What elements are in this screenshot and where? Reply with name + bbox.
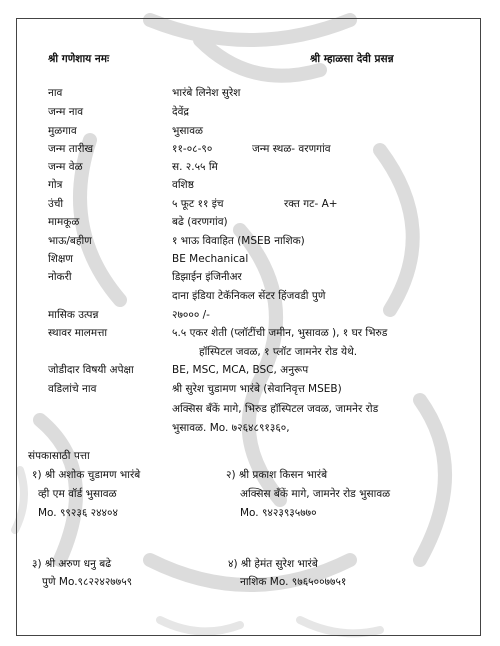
- label-maternal-family: मामकूळ: [48, 216, 80, 228]
- value-name: भारंबे लिनेश सुरेश: [172, 87, 241, 99]
- label-birth-time: जन्म वेळ: [48, 161, 83, 173]
- label-birth-name: जन्म नाव: [48, 106, 84, 118]
- header-right-invocation: श्री म्हाळसा देवी प्रसन्न: [310, 53, 394, 65]
- contact-2-phone: Mo. ९४२३९३५७७०: [240, 507, 317, 519]
- contact-4-name: ४) श्री हेमंत सुरेश भारंबे: [228, 558, 318, 570]
- value-blood-group: रक्त गट- A+: [284, 198, 338, 210]
- value-birth-date: ११-०८-९०: [172, 143, 213, 155]
- label-education: शिक्षण: [48, 253, 73, 265]
- label-property: स्थावर मालमत्ता: [48, 327, 108, 339]
- label-native-place: मुळगाव: [48, 125, 77, 137]
- value-maternal-family: बढे (वरणगांव): [172, 216, 228, 228]
- label-birth-date: जन्म तारीख: [48, 143, 94, 155]
- value-height: ५ फूट ११ इंच: [172, 198, 224, 210]
- value-property-line1: ५.५ एकर शेती (प्लॉटींची जमीन, भुसावळ ), १ घर भिरुड: [172, 327, 388, 339]
- contact-1-address: व्ही एम वॉर्ड भुसावळ: [38, 488, 117, 500]
- value-monthly-income: २७००० /-: [172, 309, 210, 321]
- contact-3-name: ३) श्री अरुण धनु बढे: [32, 558, 112, 570]
- value-birth-time: स. २.५५ मि: [172, 161, 218, 173]
- value-birth-place: जन्म स्थळ- वरणगांव: [252, 143, 331, 155]
- header-left-invocation: श्री गणेशाय नमः: [48, 53, 110, 65]
- contact-4-phone: नाशिक Mo. ९७६५००७७५१: [240, 576, 347, 588]
- label-partner-expectation: जोडीदार विषयी अपेक्षा: [48, 364, 134, 376]
- label-gotra: गोत्र: [48, 179, 63, 191]
- value-siblings: १ भाऊ विवाहित (MSEB नाशिक): [172, 235, 305, 247]
- value-property-line2: हॉस्पिटल जवळ, १ प्लॉट जामनेर रोड येथे.: [199, 346, 358, 358]
- label-father-name: वडिलांचे नाव: [48, 383, 97, 395]
- label-name: नाव: [48, 87, 63, 99]
- contact-1-phone: Mo. ९९२३६ २४४०४: [38, 507, 118, 519]
- label-job: नोकरी: [48, 271, 72, 283]
- value-gotra: वशिष्ठ: [172, 179, 194, 191]
- value-father-address-line2: भुसावळ. Mo. ७२६४८९१३६०,: [172, 422, 290, 434]
- value-native-place: भुसावळ: [172, 125, 204, 137]
- contact-2-name: २) श्री प्रकाश किसन भारंबे: [226, 469, 328, 481]
- label-height: उंची: [48, 198, 64, 210]
- value-education: BE Mechanical: [172, 253, 249, 265]
- contact-2-address: अक्सिस बँकें मागे, जामनेर रोड भुसावळ: [240, 488, 391, 500]
- value-father-address-line1: अक्सिस बँकें मागे, भिरुड हॉस्पिटल जवळ, जामनेर रोड: [172, 403, 379, 415]
- contact-1-name: १) श्री अशोक चुडामण भारंबे: [32, 469, 141, 481]
- contact-3-phone: पुणे Mo.९८२२४२७७५९: [42, 576, 133, 588]
- label-siblings: भाऊ/बहीण: [48, 235, 92, 247]
- value-job-company: दाना इंडिया टेकॅनिकल सेंटर हिंजवडी पुणे: [172, 290, 326, 302]
- label-monthly-income: मासिक उत्पन्न: [48, 309, 99, 321]
- value-job-title: डिझाईन इंजिनीअर: [172, 271, 242, 283]
- value-birth-name: देवेंद्र: [172, 106, 189, 118]
- contacts-heading: संपकासाठी पत्ता: [28, 450, 90, 462]
- value-father-name: श्री सुरेश चुडामण भारंबे (सेवानिवृत्त MSEB): [172, 383, 342, 395]
- value-partner-expectation: BE, MSC, MCA, BSC, अनुरूप: [172, 364, 309, 376]
